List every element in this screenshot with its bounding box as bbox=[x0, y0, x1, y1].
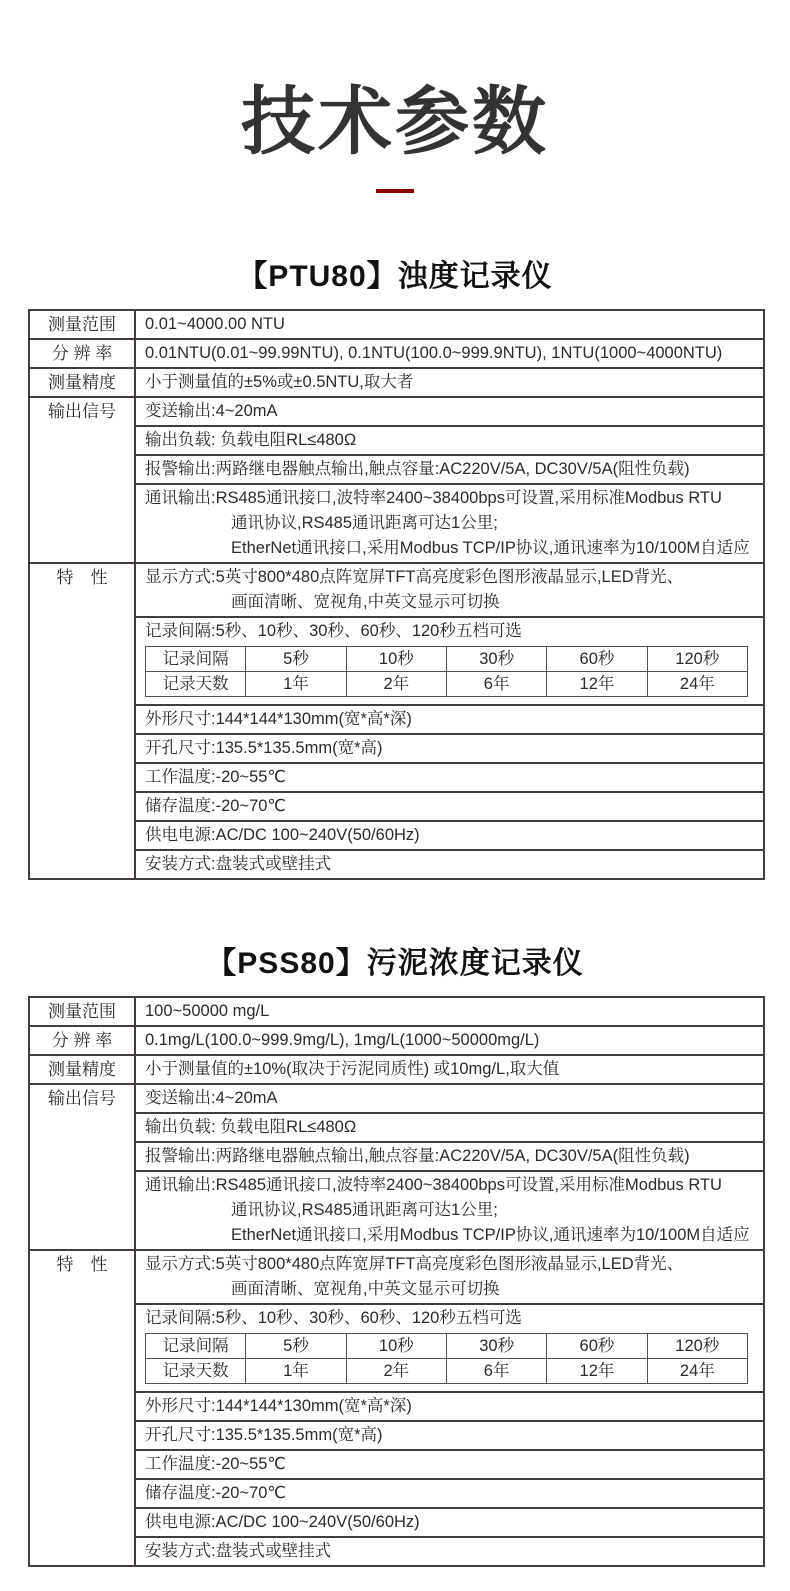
record-table-cell: 24年 bbox=[647, 672, 747, 697]
spec-value-line: 小于测量值的±5%或±0.5NTU,取大者 bbox=[145, 373, 414, 391]
spec-value-line: 供电电源:AC/DC 100~240V(50/60Hz) bbox=[145, 826, 420, 844]
spec-label-ptu80-1: 分 辨 率 bbox=[29, 339, 135, 368]
spec-row bbox=[29, 1055, 764, 1084]
spec-value bbox=[135, 1084, 764, 1113]
spec-row bbox=[29, 1421, 764, 1450]
spec-value-line: 报警输出:两路继电器触点输出,触点容量:AC220V/5A, DC30V/5A(阻性负载) bbox=[145, 460, 690, 478]
spec-row bbox=[29, 1392, 764, 1421]
spec-value-line: 记录间隔:5秒、10秒、30秒、60秒、120秒五档可选 bbox=[145, 622, 522, 640]
record-interval-row bbox=[146, 647, 748, 672]
record-table-cell: 60秒 bbox=[547, 647, 647, 672]
spec-value-line: 0.01~4000.00 NTU bbox=[145, 315, 285, 333]
spec-value-line: 画面清晰、宽视角,中英文显示可切换 bbox=[231, 1280, 500, 1298]
spec-row bbox=[29, 617, 764, 705]
spec-label-ptu80-0: 测量范围 bbox=[29, 310, 135, 339]
record-table-cell: 60秒 bbox=[547, 1334, 647, 1359]
record-table-cell: 记录间隔 bbox=[146, 647, 246, 672]
spec-value bbox=[135, 426, 764, 455]
spec-value bbox=[135, 1421, 764, 1450]
spec-row bbox=[29, 1171, 764, 1250]
record-table-cell: 6年 bbox=[446, 672, 546, 697]
record-interval-table-pss80 bbox=[145, 1333, 748, 1384]
spec-value bbox=[135, 1026, 764, 1055]
spec-row bbox=[29, 310, 764, 339]
spec-sections bbox=[0, 251, 790, 1567]
record-table-cell: 120秒 bbox=[647, 1334, 747, 1359]
spec-value bbox=[135, 1113, 764, 1142]
spec-value bbox=[135, 563, 764, 617]
record-days-row bbox=[146, 1359, 748, 1384]
spec-value bbox=[135, 1304, 764, 1392]
spec-row bbox=[29, 1479, 764, 1508]
spec-row bbox=[29, 734, 764, 763]
record-table-cell: 10秒 bbox=[346, 647, 446, 672]
spec-value-line: 输出负载: 负载电阻RL≤480Ω bbox=[145, 1118, 357, 1136]
spec-value bbox=[135, 368, 764, 397]
record-table-cell: 24年 bbox=[647, 1359, 747, 1384]
record-table-cell: 2年 bbox=[346, 672, 446, 697]
spec-value-line: 工作温度:-20~55℃ bbox=[145, 1455, 286, 1473]
record-table-cell: 12年 bbox=[547, 1359, 647, 1384]
spec-label-pss80-2: 测量精度 bbox=[29, 1055, 135, 1084]
spec-value bbox=[135, 1250, 764, 1304]
spec-value bbox=[135, 339, 764, 368]
spec-value bbox=[135, 997, 764, 1026]
record-interval-row bbox=[146, 1334, 748, 1359]
record-table-cell: 1年 bbox=[246, 672, 346, 697]
spec-row bbox=[29, 397, 764, 426]
section-title-ptu80: 【PTU80】浊度记录仪 bbox=[237, 260, 553, 293]
spec-row bbox=[29, 368, 764, 397]
spec-value bbox=[135, 792, 764, 821]
title-underline-decoration bbox=[376, 189, 414, 193]
record-table-cell: 120秒 bbox=[647, 647, 747, 672]
spec-value-line: 报警输出:两路继电器触点输出,触点容量:AC220V/5A, DC30V/5A(阻性负载) bbox=[145, 1147, 690, 1165]
spec-row bbox=[29, 455, 764, 484]
record-table-cell: 2年 bbox=[346, 1359, 446, 1384]
spec-row bbox=[29, 339, 764, 368]
spec-row bbox=[29, 705, 764, 734]
spec-value-line: 画面清晰、宽视角,中英文显示可切换 bbox=[231, 593, 500, 611]
spec-value-line: 100~50000 mg/L bbox=[145, 1002, 270, 1020]
spec-value bbox=[135, 1142, 764, 1171]
spec-value bbox=[135, 397, 764, 426]
product-section-pss80 bbox=[0, 938, 790, 1567]
spec-value-line: 变送输出:4~20mA bbox=[145, 402, 278, 420]
spec-table-ptu80 bbox=[28, 309, 765, 880]
spec-row bbox=[29, 484, 764, 563]
spec-label-pss80-1: 分 辨 率 bbox=[29, 1026, 135, 1055]
spec-row bbox=[29, 1450, 764, 1479]
spec-value bbox=[135, 455, 764, 484]
spec-value-line: 供电电源:AC/DC 100~240V(50/60Hz) bbox=[145, 1513, 420, 1531]
record-table-cell: 30秒 bbox=[446, 1334, 546, 1359]
spec-row bbox=[29, 1250, 764, 1304]
spec-value-line: EtherNet通讯接口,采用Modbus TCP/IP协议,通讯速率为10/100M自适应 bbox=[231, 539, 750, 557]
spec-value bbox=[135, 821, 764, 850]
spec-value bbox=[135, 1171, 764, 1250]
spec-table-pss80 bbox=[28, 996, 765, 1567]
spec-label-pss80-0: 测量范围 bbox=[29, 997, 135, 1026]
record-table-cell: 10秒 bbox=[346, 1334, 446, 1359]
spec-value-line: 通讯协议,RS485通讯距离可达1公里; bbox=[231, 514, 498, 532]
spec-value bbox=[135, 1508, 764, 1537]
spec-value bbox=[135, 310, 764, 339]
record-table-cell: 5秒 bbox=[246, 1334, 346, 1359]
spec-value-line: 输出负载: 负载电阻RL≤480Ω bbox=[145, 431, 357, 449]
spec-value-line: 安装方式:盘装式或壁挂式 bbox=[145, 1542, 332, 1560]
spec-value bbox=[135, 1055, 764, 1084]
spec-label-ptu80-3: 输出信号 bbox=[29, 397, 135, 563]
spec-label-pss80-3: 输出信号 bbox=[29, 1084, 135, 1250]
spec-row bbox=[29, 1142, 764, 1171]
spec-value bbox=[135, 1450, 764, 1479]
spec-row bbox=[29, 821, 764, 850]
section-title-pss80: 【PSS80】污泥浓度记录仪 bbox=[206, 947, 584, 980]
spec-value bbox=[135, 850, 764, 879]
spec-row bbox=[29, 763, 764, 792]
spec-value-line: 工作温度:-20~55℃ bbox=[145, 768, 286, 786]
spec-value-line: 储存温度:-20~70℃ bbox=[145, 797, 286, 815]
spec-row bbox=[29, 850, 764, 879]
spec-row bbox=[29, 997, 764, 1026]
record-table-cell: 5秒 bbox=[246, 647, 346, 672]
spec-row bbox=[29, 563, 764, 617]
spec-value-line: 显示方式:5英寸800*480点阵宽屏TFT高亮度彩色图形液晶显示,LED背光、 bbox=[145, 1255, 684, 1273]
spec-value-line: 通讯协议,RS485通讯距离可达1公里; bbox=[231, 1201, 498, 1219]
spec-label-ptu80-2: 测量精度 bbox=[29, 368, 135, 397]
record-interval-table-ptu80 bbox=[145, 646, 748, 697]
record-table-cell: 30秒 bbox=[446, 647, 546, 672]
spec-value-line: 小于测量值的±10%(取决于污泥同质性) 或10mg/L,取大值 bbox=[145, 1060, 560, 1078]
spec-value-line: 外形尺寸:144*144*130mm(宽*高*深) bbox=[145, 1397, 412, 1415]
spec-value bbox=[135, 484, 764, 563]
record-table-cell: 记录天数 bbox=[146, 672, 246, 697]
spec-row bbox=[29, 1304, 764, 1392]
spec-value-line: 通讯输出:RS485通讯接口,波特率2400~38400bps可设置,采用标准Modbus RTU bbox=[145, 1176, 722, 1194]
spec-row bbox=[29, 1084, 764, 1113]
spec-value bbox=[135, 617, 764, 705]
spec-value-line: 开孔尺寸:135.5*135.5mm(宽*高) bbox=[145, 1426, 383, 1444]
product-section-ptu80 bbox=[0, 251, 790, 880]
spec-value bbox=[135, 1392, 764, 1421]
spec-row bbox=[29, 426, 764, 455]
spec-value-line: 开孔尺寸:135.5*135.5mm(宽*高) bbox=[145, 739, 383, 757]
spec-value-line: 通讯输出:RS485通讯接口,波特率2400~38400bps可设置,采用标准Modbus RTU bbox=[145, 489, 722, 507]
spec-value-line: 储存温度:-20~70℃ bbox=[145, 1484, 286, 1502]
spec-value-line: 变送输出:4~20mA bbox=[145, 1089, 278, 1107]
spec-row bbox=[29, 1113, 764, 1142]
spec-value bbox=[135, 1479, 764, 1508]
spec-value-line: 显示方式:5英寸800*480点阵宽屏TFT高亮度彩色图形液晶显示,LED背光、 bbox=[145, 568, 684, 586]
record-table-cell: 1年 bbox=[246, 1359, 346, 1384]
spec-row bbox=[29, 1508, 764, 1537]
spec-row bbox=[29, 1537, 764, 1566]
spec-value bbox=[135, 734, 764, 763]
spec-value bbox=[135, 763, 764, 792]
spec-value bbox=[135, 705, 764, 734]
spec-value bbox=[135, 1537, 764, 1566]
page-title: 技术参数 bbox=[241, 80, 549, 163]
spec-label-pss80-4: 特 性 bbox=[29, 1250, 135, 1566]
spec-label-ptu80-4: 特 性 bbox=[29, 563, 135, 879]
spec-value-line: 0.01NTU(0.01~99.99NTU), 0.1NTU(100.0~999.9NTU), 1NTU(1000~4000NTU) bbox=[145, 344, 723, 362]
spec-value-line: 外形尺寸:144*144*130mm(宽*高*深) bbox=[145, 710, 412, 728]
spec-row bbox=[29, 792, 764, 821]
spec-value-line: EtherNet通讯接口,采用Modbus TCP/IP协议,通讯速率为10/100M自适应 bbox=[231, 1226, 750, 1244]
spec-value-line: 记录间隔:5秒、10秒、30秒、60秒、120秒五档可选 bbox=[145, 1309, 522, 1327]
spec-row bbox=[29, 1026, 764, 1055]
spec-value-line: 0.1mg/L(100.0~999.9mg/L), 1mg/L(1000~50000mg/L) bbox=[145, 1031, 540, 1049]
record-table-cell: 6年 bbox=[446, 1359, 546, 1384]
record-table-cell: 12年 bbox=[547, 672, 647, 697]
record-table-cell: 记录间隔 bbox=[146, 1334, 246, 1359]
record-table-cell: 记录天数 bbox=[146, 1359, 246, 1384]
record-days-row bbox=[146, 672, 748, 697]
spec-value-line: 安装方式:盘装式或壁挂式 bbox=[145, 855, 332, 873]
